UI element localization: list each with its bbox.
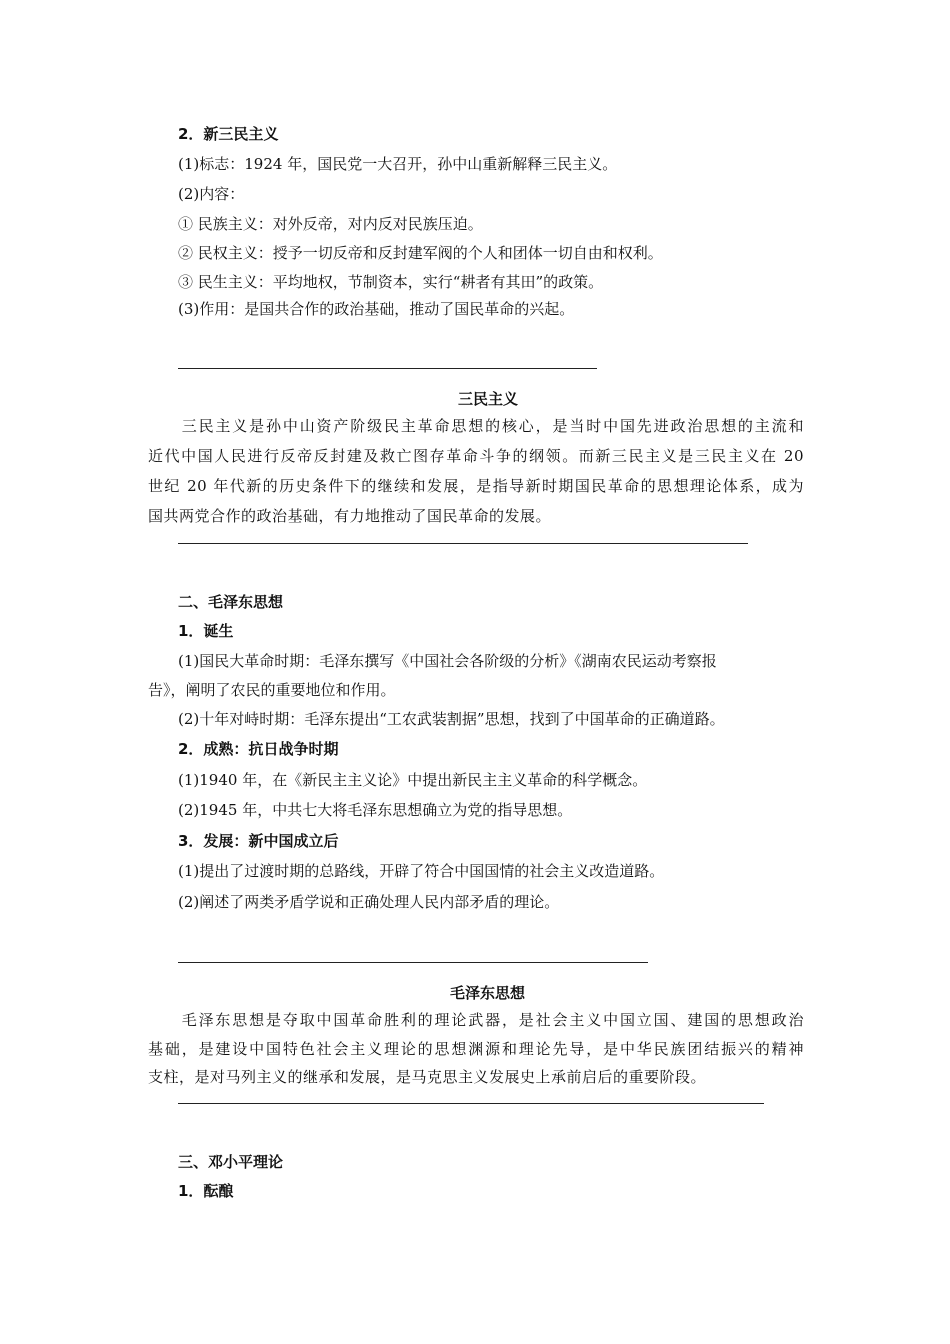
section-heading-mao-thought: 二、毛泽东思想	[178, 593, 284, 611]
box-text-line: 支柱，是对马列主义的继承和发展，是马克思主义发展史上承前启后的重要阶段。	[148, 1068, 707, 1086]
text-line: (2)1945 年，中共七大将毛泽东思想确立为党的指导思想。	[178, 801, 573, 819]
section-heading-deng-theory: 三、邓小平理论	[178, 1153, 284, 1171]
text-line: (1)1940 年，在《新民主主义论》中提出新民主主义革命的科学概念。	[178, 771, 648, 789]
box-title: 毛泽东思想	[450, 984, 526, 1002]
text-line: (2)阐述了两类矛盾学说和正确处理人民内部矛盾的理论。	[178, 893, 560, 911]
text-line: (3)作用：是国共合作的政治基础，推动了国民革命的兴起。	[178, 300, 575, 318]
box-title: 三民主义	[458, 390, 519, 408]
subheading: 1．酝酿	[178, 1182, 234, 1200]
text-line: (1)国民大革命时期：毛泽东撰写《中国社会各阶级的分析》《湖南农民运动考察报	[148, 652, 717, 670]
text-line: 告》，阐明了农民的重要地位和作用。	[148, 681, 396, 699]
text-line: ② 民权主义：授予一切反帝和反封建军阀的个人和团体一切自由和权利。	[178, 244, 663, 262]
text-line: (1)提出了过渡时期的总路线，开辟了符合中国国情的社会主义改造道路。	[178, 862, 665, 880]
section-heading-new-three-principles: 2．新三民主义	[178, 125, 279, 143]
text-line: ③ 民生主义：平均地权，节制资本，实行“耕者有其田”的政策。	[178, 273, 604, 291]
text-line: ① 民族主义：对外反帝，对内反对民族压迫。	[178, 215, 483, 233]
box-text-line: 国共两党合作的政治基础，有力地推动了国民革命的发展。	[148, 507, 552, 525]
box-text-line: 三民主义是孙中山资产阶级民主革命思想的核心，是当时中国先进政治思想的主流和	[148, 417, 804, 435]
box-text-line: 近代中国人民进行反帝反封建及救亡图存革命斗争的纲领。而新三民主义是三民主义在 20	[148, 447, 804, 465]
subheading: 2．成熟：抗日战争时期	[178, 740, 339, 758]
box-bottom-rule	[178, 543, 748, 544]
text-line: (2)十年对峙时期：毛泽东提出“工农武装割据”思想，找到了中国革命的正确道路。	[178, 710, 725, 728]
box-text-line: 世纪 20 年代新的历史条件下的继续和发展，是指导新时期国民革命的思想理论体系，成为	[148, 477, 804, 495]
subheading: 3．发展：新中国成立后	[178, 832, 339, 850]
box-top-rule	[178, 962, 648, 963]
box-bottom-rule	[178, 1103, 764, 1104]
subheading: 1．诞生	[178, 622, 234, 640]
box-text-line: 基础，是建设中国特色社会主义理论的思想渊源和理论先导，是中华民族团结振兴的精神	[148, 1040, 804, 1058]
box-text-line: 毛泽东思想是夺取中国革命胜利的理论武器，是社会主义中国立国、建国的思想政治	[148, 1011, 804, 1029]
box-top-rule	[178, 368, 597, 369]
text-line: (1)标志：1924 年，国民党一大召开，孙中山重新解释三民主义。	[178, 155, 618, 173]
text-line: (2)内容：	[178, 185, 245, 203]
